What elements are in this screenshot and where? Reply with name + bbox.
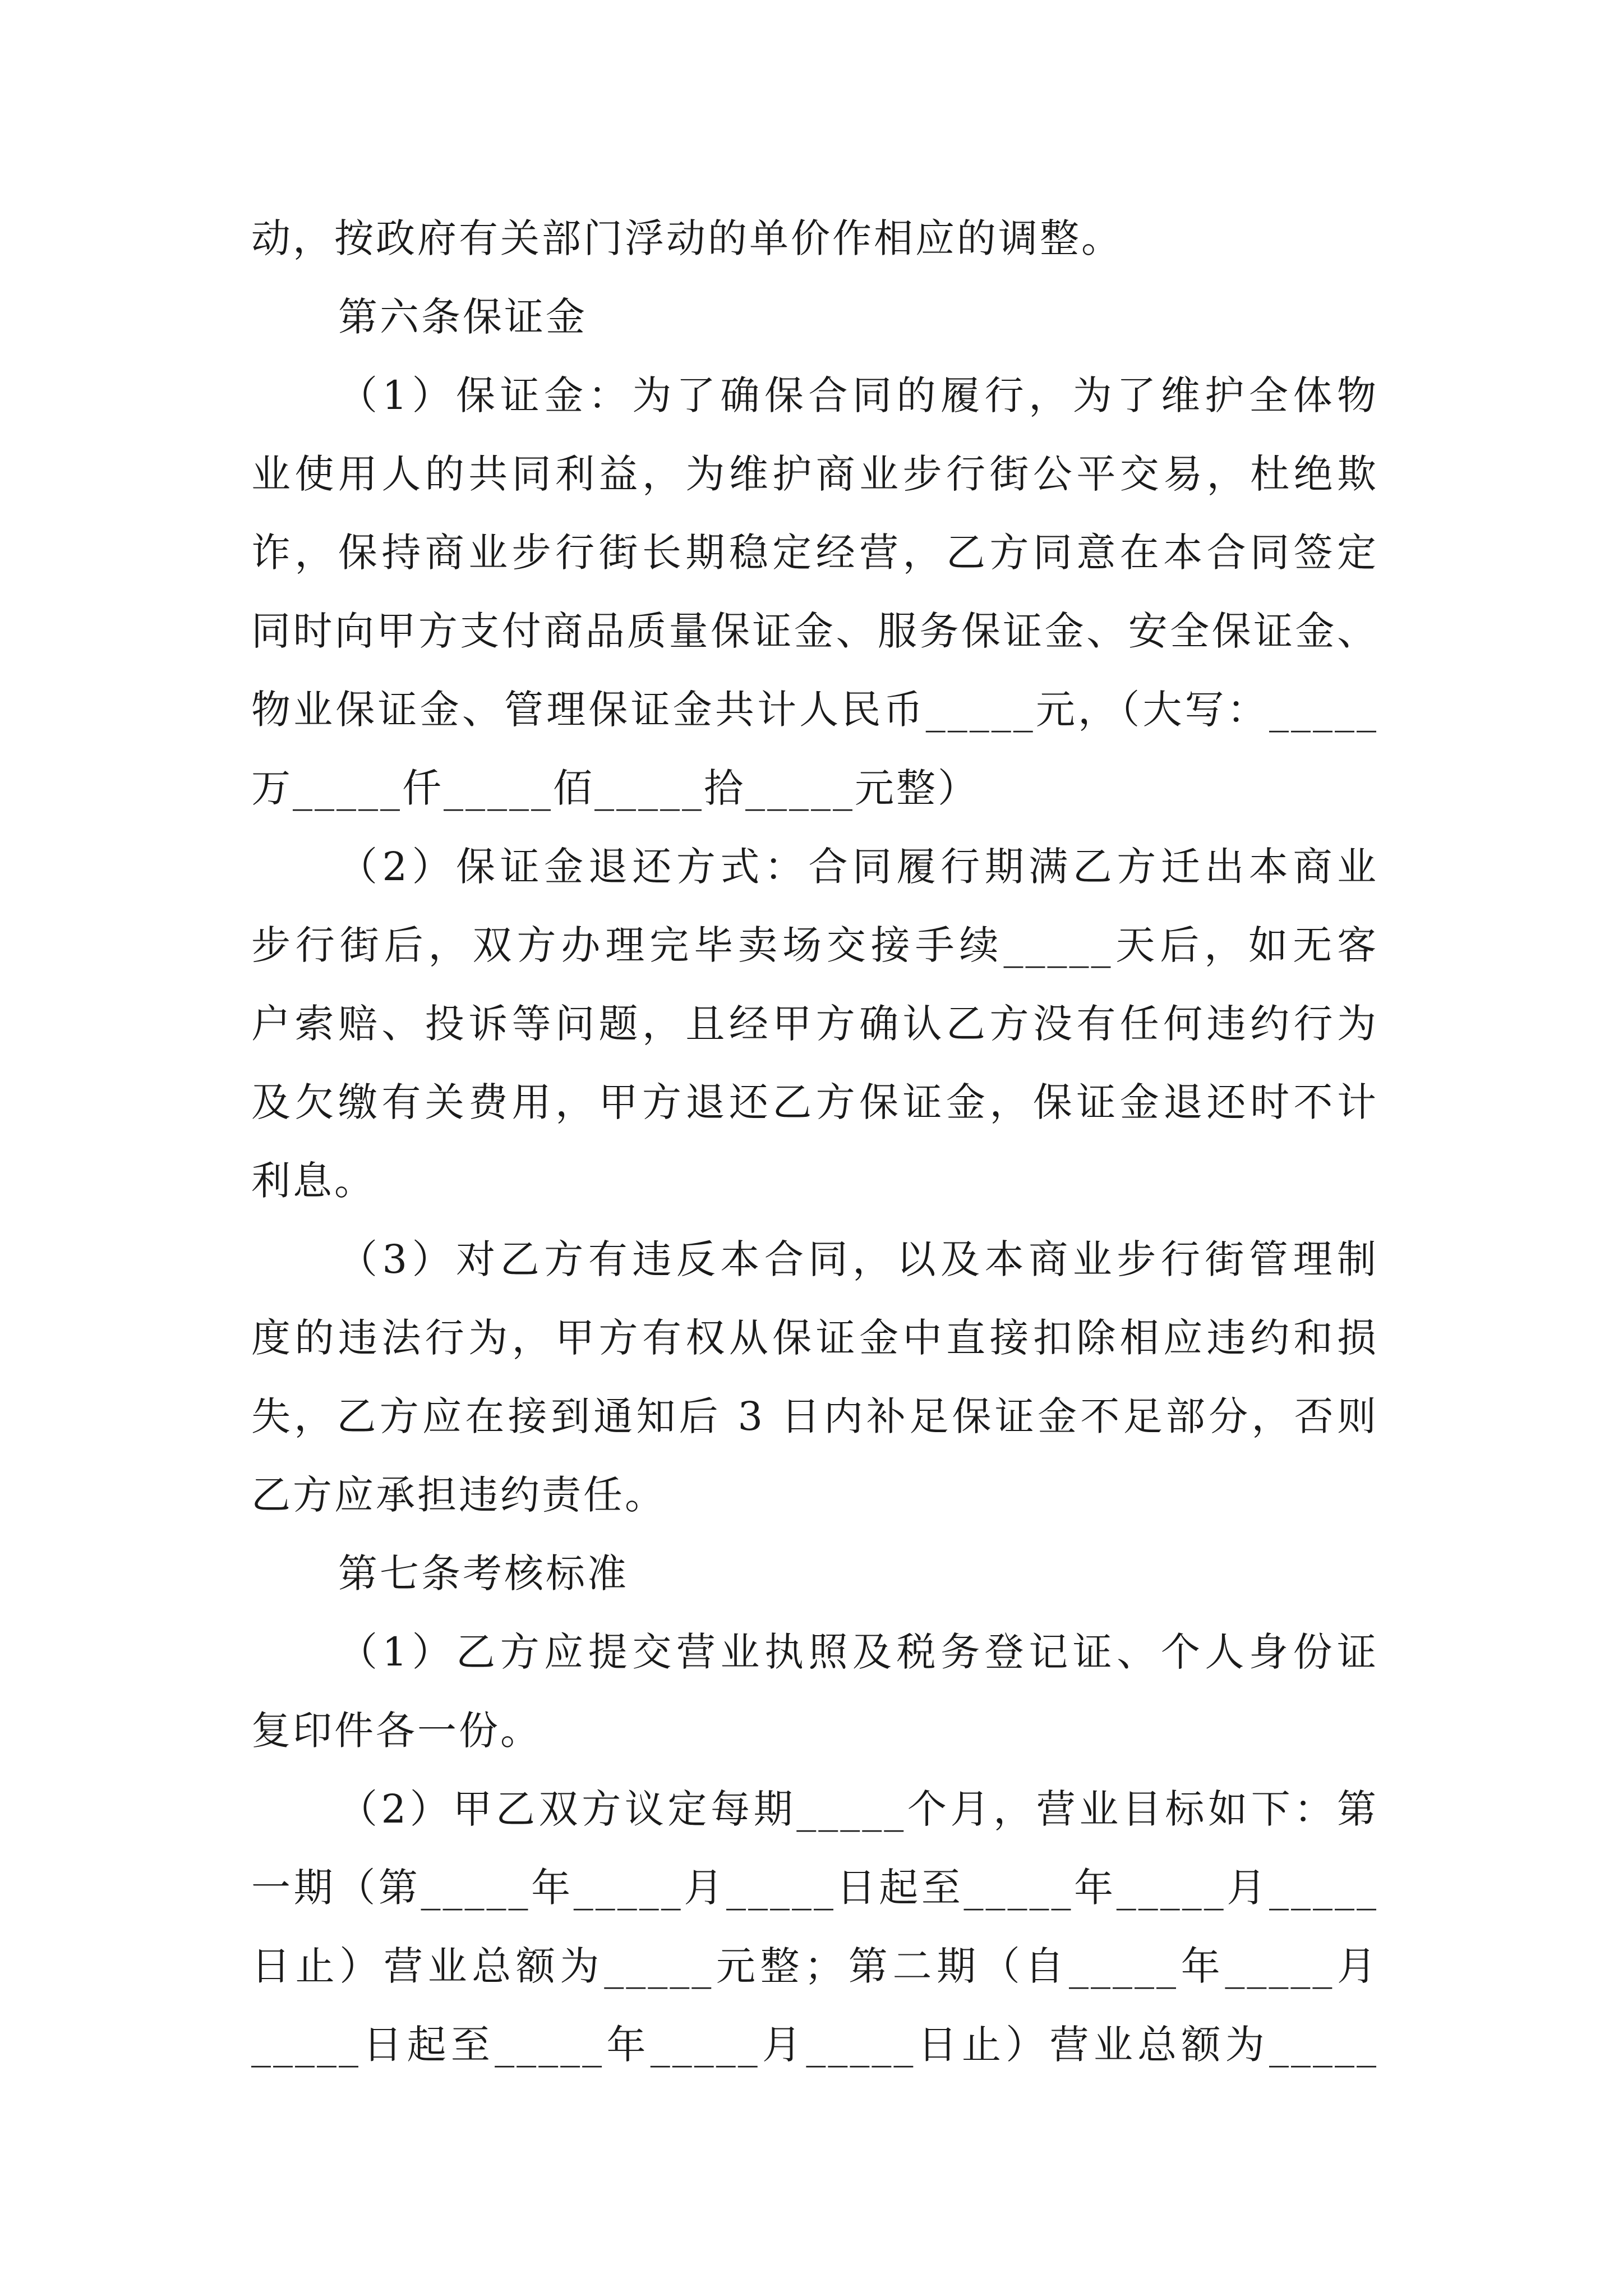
text-line: 步行街后，双方办理完毕卖场交接手续_____天后，如无客	[251, 922, 1378, 968]
text-line: 诈，保持商业步行街长期稳定经营，乙方同意在本合同签定	[251, 530, 1378, 576]
text-line: （3）对乙方有违反本合同，以及本商业步行街管理制	[338, 1236, 1378, 1282]
text-line: 户索赔、投诉等问题，且经甲方确认乙方没有任何违约行为	[251, 1001, 1378, 1047]
text-line: （2）保证金退还方式：合同履行期满乙方迁出本商业	[338, 844, 1378, 890]
text-line: 同时向甲方支付商品质量保证金、服务保证金、安全保证金、	[251, 608, 1378, 654]
section-heading: 第七条考核标准	[338, 1550, 629, 1596]
text-line: （1）保证金：为了确保合同的履行，为了维护全体物	[338, 372, 1378, 418]
text-line: （2）甲乙双方议定每期_____个月，营业目标如下：第	[338, 1786, 1378, 1832]
section-heading: 第六条保证金	[338, 294, 587, 340]
text-line: 乙方应承担违约责任。	[251, 1472, 666, 1518]
text-line: 利息。	[251, 1158, 376, 1204]
contract-body-text	[251, 199, 1378, 2084]
text-line: （1）乙方应提交营业执照及税务登记证、个人身份证	[338, 1629, 1378, 1675]
text-line: 动，按政府有关部门浮动的单价作相应的调整。	[251, 215, 1123, 261]
text-line: 及欠缴有关费用，甲方退还乙方保证金，保证金退还时不计	[251, 1079, 1378, 1125]
text-line: 物业保证金、管理保证金共计人民币_____元，（大写：_____	[251, 687, 1378, 733]
text-line: 失，乙方应在接到通知后 3 日内补足保证金不足部分，否则	[251, 1393, 1378, 1439]
text-line: 度的违法行为，甲方有权从保证金中直接扣除相应违约和损	[251, 1315, 1378, 1361]
text-line: 复印件各一份。	[251, 1708, 542, 1754]
text-line: 业使用人的共同利益，为维护商业步行街公平交易，杜绝欺	[251, 451, 1378, 497]
text-line: 日止）营业总额为_____元整；第二期（自_____年_____月	[251, 1943, 1378, 1989]
text-line: _____日起至_____年_____月_____日止）营业总额为_____	[251, 2022, 1378, 2068]
text-line: 一期（第_____年_____月_____日起至_____年_____月_____	[251, 1865, 1378, 1911]
text-line: 万_____仟_____佰_____拾_____元整）	[251, 765, 979, 811]
